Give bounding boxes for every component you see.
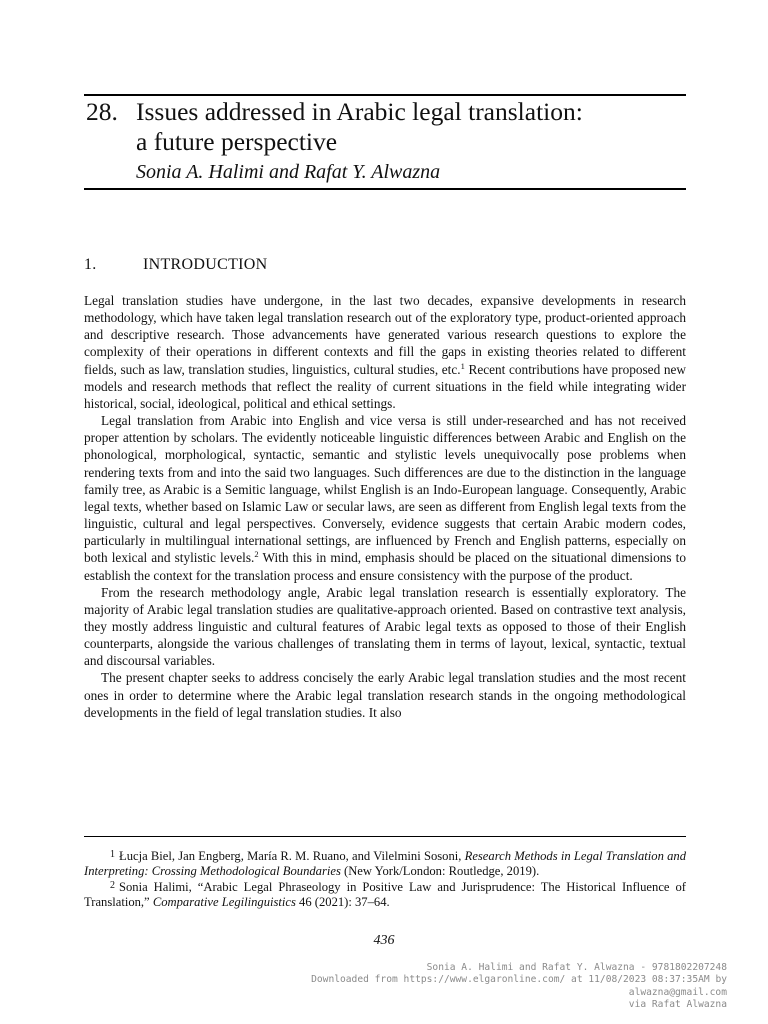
paragraph-3: From the research methodology angle, Arabic legal translation research is essentially exploratory. The majority of Arabic legal translation studies are qualitative-approach oriented. Based on contrastive text analysis, they mostly address linguistic and cultural features of Arabic legal texts as opposed to those of their English counterparts, alongside the various challenges of translating them in terms of layout, lexical, syntactic, textual and discoursal variables. — [84, 584, 686, 669]
chapter-title-line-2: a future perspective — [136, 127, 338, 156]
footnote-ref-1[interactable]: 1 — [460, 360, 465, 371]
footnotes — [84, 849, 686, 910]
watermark-line-1: Sonia A. Halimi and Rafat Y. Alwazna - 9781802207248 — [426, 962, 727, 973]
footnote-ref-2[interactable]: 2 — [254, 549, 259, 560]
title-top-rule — [84, 94, 686, 96]
footnote-2: 2 Sonia Halimi, “Arabic Legal Phraseology in Positive Law and Jurisprudence: The Historical Influence of Translation,” Comparative Legilinguistics 46 (2021): 37–64. — [84, 879, 686, 909]
title-bottom-rule — [84, 188, 686, 190]
chapter-title-line-1: Issues addressed in Arabic legal translation: — [136, 97, 583, 126]
paragraph-4: The present chapter seeks to address concisely the early Arabic legal translation studies and the most recent ones in order to determine where the Arabic legal translation research stands in the ongoing methodological developments in the field of legal translation studies. It also — [84, 670, 686, 720]
footnote-book-title: Research Methods in Legal Translation and Interpreting: Crossing Methodological Boundaries — [84, 849, 687, 879]
footnote-1: 1 Łucja Biel, Jan Engberg, María R. M. Ruano, and Vilelmini Sosoni, Research Methods in Legal Translation and Interpreting: Crossing Methodological Boundaries (New York/London: Routledge, 2019). — [84, 849, 687, 879]
page-number: 436 — [373, 933, 395, 948]
body-text — [84, 292, 686, 721]
chapter-authors: Sonia A. Halimi and Rafat Y. Alwazna — [136, 161, 441, 183]
section-number: 1. — [84, 256, 97, 273]
chapter-number: 28. — [86, 97, 118, 126]
paragraph-1: Legal translation studies have undergone, in the last two decades, expansive developments in research methodology, which have taken legal translation research out of the exploratory type, product-oriented approach and descriptive research. Those advancements have generated various research questions to explore the complexity of their operations in different contexts and fill the gaps in existing theories related to different fields, such as law, translation studies, linguistics, cultural studies, etc.$^1$ Recent contributions have proposed new models and research methods that reflect the reality of current situations in the field while integrating wider historical, social, ideological, political and ethical settings. — [84, 293, 687, 411]
watermark-line-4: via Rafat Alwazna — [628, 999, 727, 1011]
footnote-separator — [84, 836, 686, 837]
watermark-line-2: Downloaded from https://www.elgaronline.com/ at 11/08/2023 08:37:35AM by — [311, 974, 727, 986]
download-watermark — [307, 962, 727, 1012]
watermark-line-3: alwazna@gmail.com — [628, 986, 727, 998]
section-title: INTRODUCTION — [143, 256, 268, 273]
paragraph-2: Legal translation from Arabic into English and vice versa is still under-researched and has not received proper attention by scholars. The evidently noticeable linguistic differences between Arabic and English on the phonological, morphological, syntactic, semantic and stylistic levels unequivocally pose problems when rendering texts from and into the said two languages. Such differences are due to the distinction in the language family tree, as Arabic is a Semitic language, whilst English is an Indo-European language. Consequently, Arabic legal texts, whether based on Islamic Law or secular laws, are seen as different from English legal texts from the linguistic, cultural and legal perspectives. Conversely, evidence suggests that certain Arabic modern codes, particularly in multilingual international settings, are influenced by French and English patterns, especially on both lexical and stylistic levels.$^2$ With this in mind, emphasis should be placed on the situational dimensions to establish the context for the translation process and ensure consistency with the purpose of the product. — [84, 413, 686, 583]
footnote-journal-title: Comparative Legilinguistics — [152, 894, 296, 909]
